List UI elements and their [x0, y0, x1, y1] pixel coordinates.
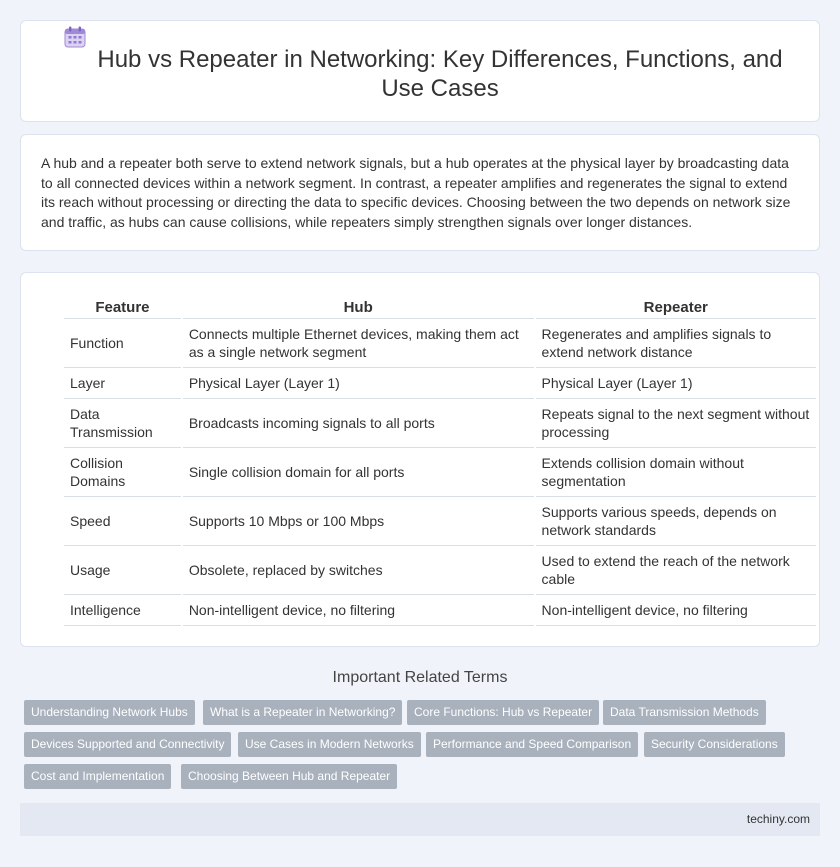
repeater-cell: Extends collision domain without segmentation	[536, 448, 816, 497]
repeater-cell: Non-intelligent device, no filtering	[536, 595, 816, 626]
related-term-tag[interactable]: Cost and Implementation	[24, 764, 171, 789]
hub-cell: Connects multiple Ethernet devices, making them act as a single network segment	[183, 319, 534, 368]
repeater-cell: Repeats signal to the next segment without processing	[536, 399, 816, 448]
title-card	[20, 20, 820, 122]
footer	[20, 803, 820, 836]
comparison-table	[62, 296, 818, 626]
hub-cell: Supports 10 Mbps or 100 Mbps	[183, 497, 534, 546]
header-hub: Hub	[183, 296, 534, 319]
table-header-row	[64, 296, 816, 319]
related-term-tag[interactable]: Understanding Network Hubs	[24, 700, 195, 725]
feature-cell: Function	[64, 319, 181, 368]
related-term-tag[interactable]: Performance and Speed Comparison	[426, 732, 638, 757]
feature-cell: Intelligence	[64, 595, 181, 626]
hub-cell: Broadcasts incoming signals to all ports	[183, 399, 534, 448]
table-row	[64, 368, 816, 399]
hub-cell: Single collision domain for all ports	[183, 448, 534, 497]
related-term-tag[interactable]: Data Transmission Methods	[603, 700, 766, 725]
header-feature: Feature	[64, 296, 181, 319]
table-row	[64, 595, 816, 626]
table-row	[64, 399, 816, 448]
related-term-tag[interactable]: Core Functions: Hub vs Repeater	[407, 700, 599, 725]
hub-cell: Non-intelligent device, no filtering	[183, 595, 534, 626]
feature-cell: Collision Domains	[64, 448, 181, 497]
table-row	[64, 546, 816, 595]
repeater-cell: Physical Layer (Layer 1)	[536, 368, 816, 399]
intro-card	[20, 134, 820, 251]
table-row	[64, 497, 816, 546]
repeater-cell: Regenerates and amplifies signals to extend network distance	[536, 319, 816, 368]
feature-cell: Data Transmission	[64, 399, 181, 448]
related-term-tag[interactable]: Security Considerations	[644, 732, 785, 757]
page-title: Hub vs Repeater in Networking: Key Differences, Functions, and Use Cases	[97, 46, 783, 102]
feature-cell: Layer	[64, 368, 181, 399]
related-term-tag[interactable]: Use Cases in Modern Networks	[238, 732, 421, 757]
header-repeater: Repeater	[536, 296, 816, 319]
repeater-cell: Used to extend the reach of the network cable	[536, 546, 816, 595]
table-row	[64, 448, 816, 497]
related-term-tag[interactable]: What is a Repeater in Networking?	[203, 700, 402, 725]
intro-paragraph: A hub and a repeater both serve to extend network signals, but a hub operates at the physical layer by broadcasting data to all connected devices within a network segment. In contrast, a repeater amplifies and regenerates the signal to extend its reach without processing or directing the data to specific devices. Choosing between the two depends on network size and traffic, as hubs can cause collisions, while repeaters simply strengthen signals over longer distances.	[41, 155, 791, 230]
related-term-tag[interactable]: Choosing Between Hub and Repeater	[181, 764, 397, 789]
related-term-tag[interactable]: Devices Supported and Connectivity	[24, 732, 231, 757]
feature-cell: Usage	[64, 546, 181, 595]
comparison-table-card	[20, 272, 820, 647]
feature-cell: Speed	[64, 497, 181, 546]
hub-cell: Physical Layer (Layer 1)	[183, 368, 534, 399]
hub-cell: Obsolete, replaced by switches	[183, 546, 534, 595]
repeater-cell: Supports various speeds, depends on network standards	[536, 497, 816, 546]
table-row	[64, 319, 816, 368]
related-terms-heading: Important Related Terms	[332, 669, 508, 686]
footer-site-name[interactable]: techiny.com	[746, 812, 810, 826]
